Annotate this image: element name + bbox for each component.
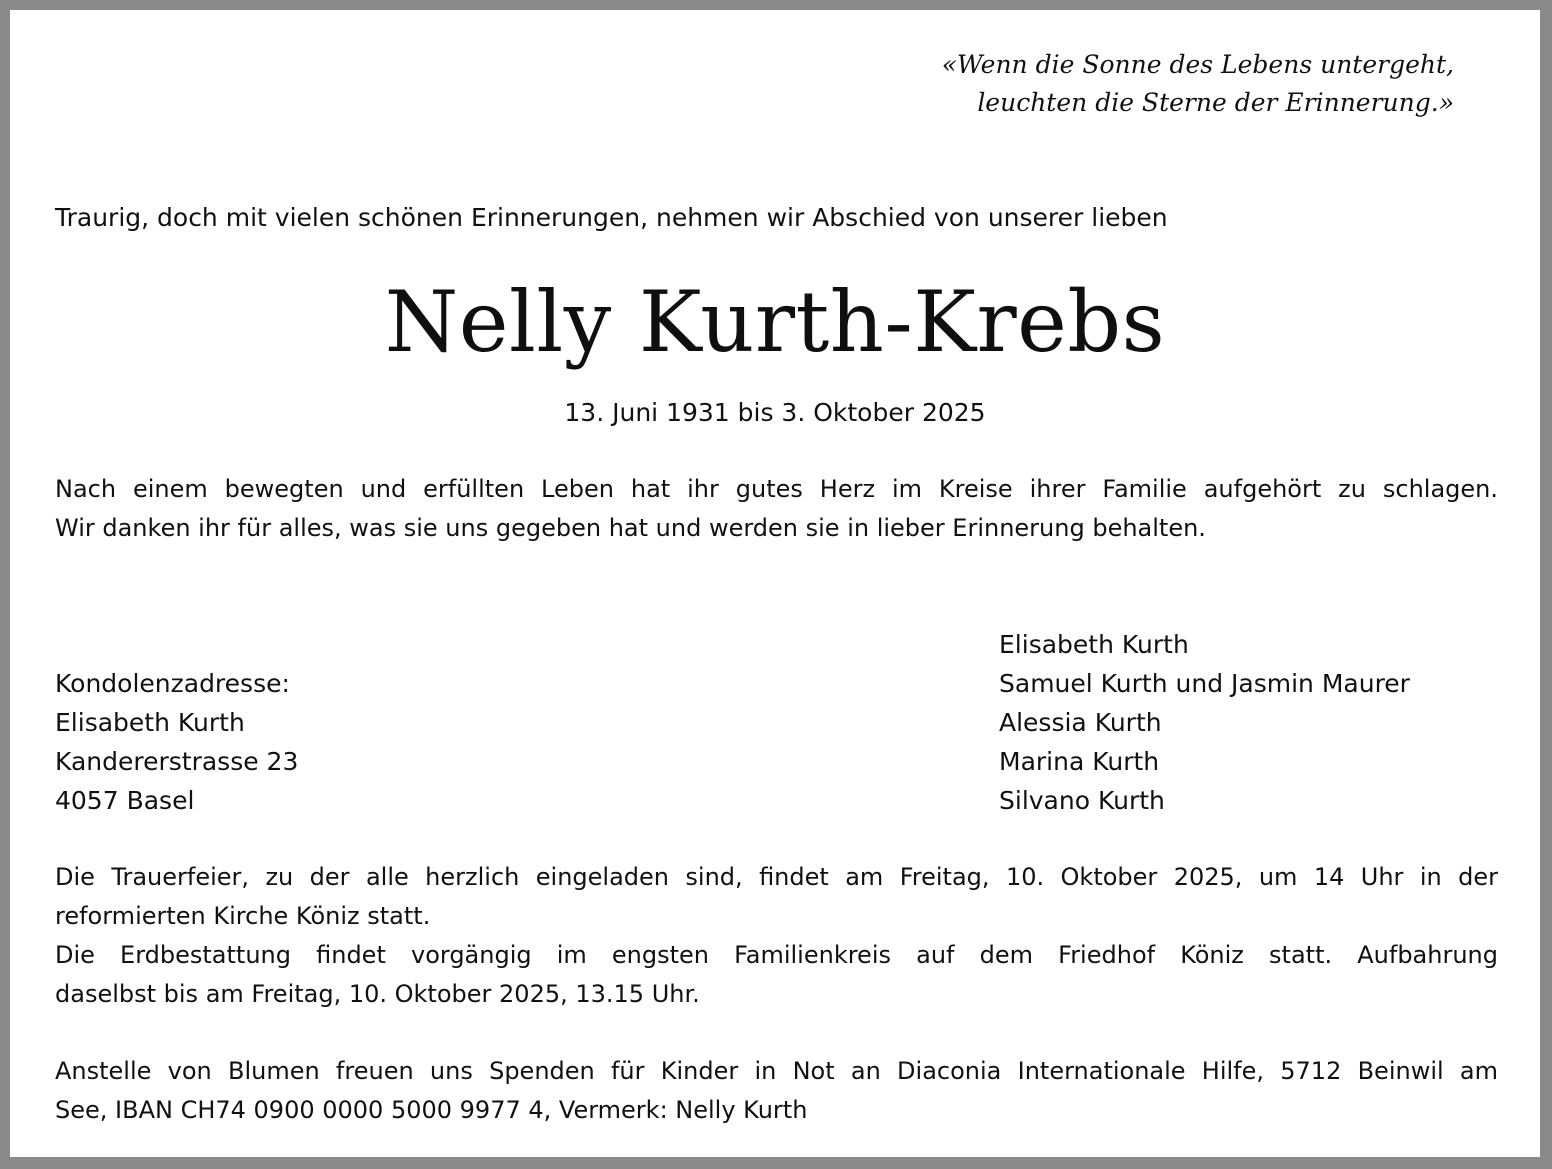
memorial-quote xyxy=(754,46,1454,122)
quote-line-2: leuchten die Sterne der Erinnerung.» xyxy=(977,88,1454,117)
family-member: Silvano Kurth xyxy=(999,786,1165,815)
funeral-info xyxy=(55,858,1498,1014)
family-member: Alessia Kurth xyxy=(999,708,1162,737)
obituary-page xyxy=(10,10,1540,1157)
funeral-line-3: Die Erdbestattung findet vorgängig im engsten Familienkreis auf dem Friedhof Köniz statt. Aufbahrung xyxy=(55,941,1498,969)
condolence-name: Elisabeth Kurth xyxy=(55,708,245,737)
donation-info xyxy=(55,1052,1498,1130)
condolence-city: 4057 Basel xyxy=(55,786,195,815)
funeral-line-4: daselbst bis am Freitag, 10. Oktober 2025, 13.15 Uhr. xyxy=(55,980,700,1008)
family-member: Marina Kurth xyxy=(999,747,1160,776)
life-text-line-1: Nach einem bewegten und erfüllten Leben hat ihr gutes Herz im Kreise ihrer Familie aufgehört zu schlagen. xyxy=(55,475,1498,503)
condolence-address xyxy=(55,664,298,820)
life-dates: 13. Juni 1931 bis 3. Oktober 2025 xyxy=(564,398,986,427)
intro-text: Traurig, doch mit vielen schönen Erinnerungen, nehmen wir Abschied von unserer lieben xyxy=(55,203,1168,232)
quote-line-1: «Wenn die Sonne des Lebens untergeht, xyxy=(941,50,1454,79)
funeral-line-1: Die Trauerfeier, zu der alle herzlich eingeladen sind, findet am Freitag, 10. Oktober 2025, um 14 Uhr in der xyxy=(55,863,1498,891)
family-member: Samuel Kurth und Jasmin Maurer xyxy=(999,669,1410,698)
funeral-line-2: reformierten Kirche Köniz statt. xyxy=(55,902,431,930)
deceased-name: Nelly Kurth-Krebs xyxy=(384,273,1166,371)
donation-line-2: See, IBAN CH74 0900 0000 5000 9977 4, Vermerk: Nelly Kurth xyxy=(55,1096,808,1124)
life-text xyxy=(55,470,1498,548)
life-text-line-2: Wir danken ihr für alles, was sie uns gegeben hat und werden sie in lieber Erinnerung behalten. xyxy=(55,514,1206,542)
family-list xyxy=(999,625,1410,820)
condolence-street: Kandererstrasse 23 xyxy=(55,747,299,776)
donation-line-1: Anstelle von Blumen freuen uns Spenden für Kinder in Not an Diaconia Internationale Hilfe, 5712 Beinwil am xyxy=(55,1057,1498,1085)
family-member: Elisabeth Kurth xyxy=(999,630,1189,659)
condolence-label: Kondolenzadresse: xyxy=(55,669,290,698)
